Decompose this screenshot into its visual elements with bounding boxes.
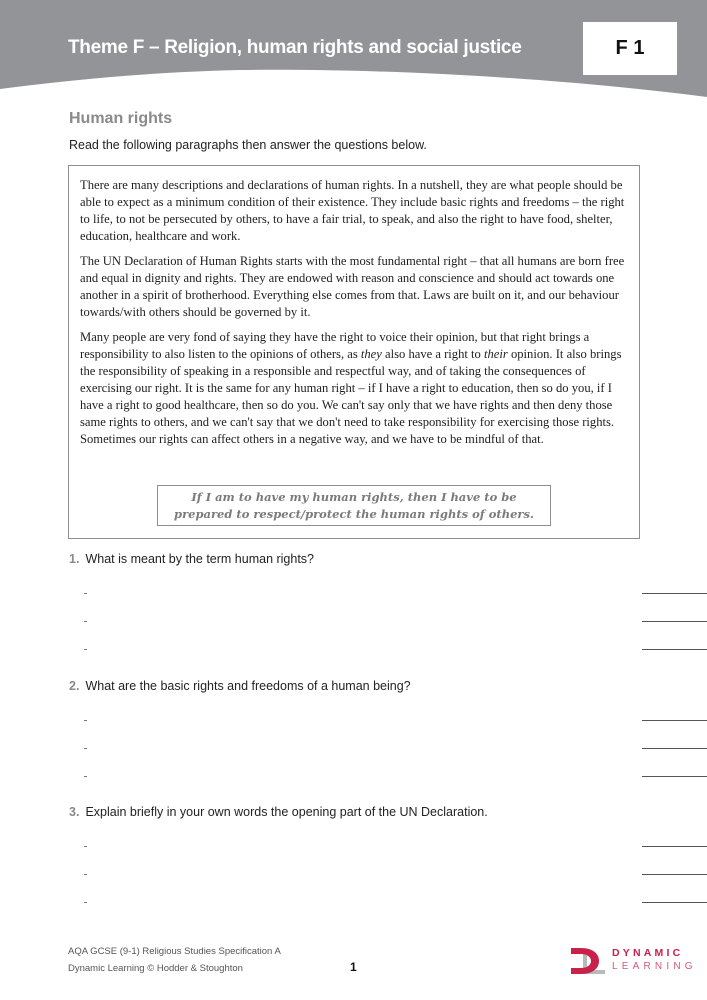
answer-bullet — [84, 649, 87, 650]
question-text: What is meant by the term human rights? — [85, 552, 315, 566]
answer-line[interactable] — [642, 593, 707, 594]
worksheet-code-box — [583, 22, 677, 75]
answer-line[interactable] — [642, 748, 707, 749]
question-number: 2. — [69, 679, 80, 693]
answer-line[interactable] — [642, 874, 707, 875]
answer-bullet — [84, 874, 87, 875]
passage-paragraph-3 — [80, 329, 629, 449]
passage-p3-part-b: also have a right to — [381, 346, 484, 361]
section-title: Human rights — [69, 110, 173, 127]
passage-p3-part-a: Many people are very fond of saying they have the right to voice their opinion, but that right brings a responsibility to also listen to the opinions of others, as — [80, 329, 590, 361]
key-quote-box — [157, 485, 551, 526]
answer-line[interactable] — [642, 621, 707, 622]
passage-p3-emphasis-they: they — [360, 346, 382, 361]
logo-text-learning: LEARNING — [612, 961, 697, 972]
instructions-text: Read the following paragraphs then answer the questions below. — [69, 138, 427, 152]
answer-line[interactable] — [642, 902, 707, 903]
question-3 — [69, 805, 488, 819]
answer-bullet — [84, 720, 87, 721]
question-text: Explain briefly in your own words the opening part of the UN Declaration. — [85, 805, 488, 819]
logo-text-dynamic: DYNAMIC — [612, 947, 684, 959]
answer-bullet — [84, 776, 87, 777]
page-header-title: Theme F – Religion, human rights and social justice — [68, 37, 522, 58]
passage-p3-emphasis-their: their — [484, 346, 508, 361]
question-number: 1. — [69, 552, 80, 566]
footer-spec: AQA GCSE (9-1) Religious Studies Specification A — [68, 946, 281, 957]
answer-bullet — [84, 748, 87, 749]
passage-p3-part-c: opinion. It also brings the responsibility of speaking in a responsible and respectful way, and of taking the consequences of exercising our right. It is the same for any human right – if I have a right to education, then so do you, if I have a right to good healthcare, then so do you. We can't say only that we have rights and then deny those same rights to others, and we can't say that we don't need to take responsibility for exercising those rights. Sometimes our rights can affect others in a negative way, and we have to be mindful of that. — [80, 346, 622, 447]
answer-line[interactable] — [642, 776, 707, 777]
passage-paragraph-1: There are many descriptions and declarations of human rights. In a nutshell, they are what people should be able to expect as a minimum condition of their existence. They include basic rights and freedoms – the right to life, to not be persecuted by others, to have a fair trial, to speak, and also the right to have food, shelter, education, healthcare and work. — [80, 178, 625, 244]
quote-line-2: prepared to respect/protect the human rights of others. — [174, 507, 534, 521]
quote-line-1: If I am to have my human rights, then I have to be — [191, 490, 517, 504]
answer-line[interactable] — [642, 846, 707, 847]
answer-bullet — [84, 902, 87, 903]
answer-line[interactable] — [642, 720, 707, 721]
question-number: 3. — [69, 805, 80, 819]
worksheet-code: F 1 — [615, 37, 645, 59]
answer-bullet — [84, 621, 87, 622]
reading-passage-box — [68, 165, 640, 539]
question-text: What are the basic rights and freedoms of a human being? — [85, 679, 411, 693]
passage-paragraph-2: The UN Declaration of Human Rights starts with the most fundamental right – that all humans are born free and equal in dignity and rights. They are endowed with reason and conscience and should act towards one another in a spirit of brotherhood. Everything else comes from that. Laws are built on it, and our behaviour towards/with others should be governed by it. — [80, 253, 625, 320]
question-1 — [69, 552, 314, 566]
page-number: 1 — [350, 960, 357, 974]
dynamic-learning-logo-icon — [569, 946, 607, 976]
footer-copyright: Dynamic Learning © Hodder & Stoughton — [68, 963, 243, 974]
answer-bullet — [84, 593, 87, 594]
question-2 — [69, 679, 411, 693]
answer-bullet — [84, 846, 87, 847]
answer-line[interactable] — [642, 649, 707, 650]
